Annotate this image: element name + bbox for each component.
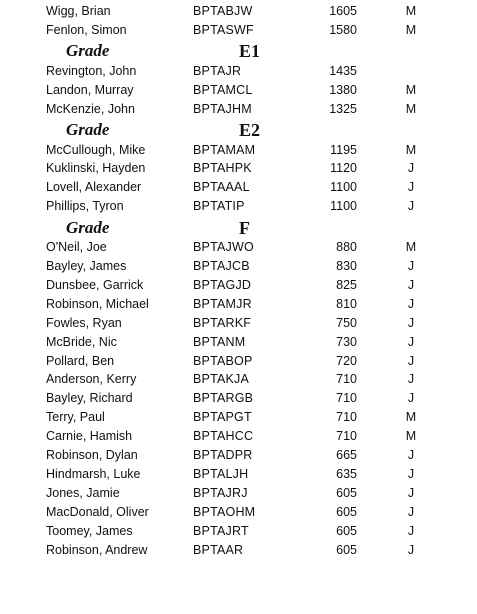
player-code: BPTALJH <box>193 466 249 481</box>
player-name: Anderson, Kerry <box>46 372 137 387</box>
player-rating: 1325 <box>329 101 357 116</box>
player-name: McBride, Nic <box>46 334 117 349</box>
player-row <box>0 21 477 40</box>
player-rating: 1120 <box>330 161 357 176</box>
player-rating: 825 <box>336 277 357 292</box>
player-code: BPTARGB <box>193 391 254 406</box>
player-code: BPTAJCB <box>193 259 250 273</box>
player-name: Jones, Jamie <box>46 485 120 500</box>
grade-label: Grade <box>66 41 110 61</box>
player-category: J <box>407 277 415 292</box>
player-row <box>0 484 477 503</box>
player-category: J <box>407 180 415 195</box>
player-row <box>0 257 477 276</box>
player-rating: 665 <box>336 448 357 462</box>
player-category: J <box>407 334 415 349</box>
player-rating: 1100 <box>330 199 357 214</box>
player-rating: 635 <box>336 466 357 481</box>
player-row <box>0 465 477 484</box>
player-name: Landon, Murray <box>46 82 134 97</box>
player-category: J <box>407 315 415 330</box>
player-rating: 730 <box>336 334 357 349</box>
player-name: Pollard, Ben <box>46 353 115 368</box>
player-rating: 605 <box>336 485 357 500</box>
player-row <box>0 62 477 81</box>
player-category: J <box>407 372 415 387</box>
player-row <box>0 541 477 560</box>
player-code: BPTAKJA <box>193 372 250 387</box>
grade-label: Grade <box>66 217 110 237</box>
player-row <box>0 81 477 100</box>
player-row <box>0 197 477 216</box>
player-code: BPTAAR <box>193 542 244 557</box>
player-row <box>0 333 477 352</box>
player-code: BPTAHPK <box>193 161 252 176</box>
player-category: M <box>405 22 417 37</box>
player-rating: 710 <box>336 429 357 444</box>
player-name: Robinson, Michael <box>46 296 149 311</box>
player-code: BPTAAAL <box>193 180 250 195</box>
player-name: Toomey, James <box>46 523 133 538</box>
player-code: BPTAJR <box>193 63 242 78</box>
player-category: J <box>407 161 415 176</box>
player-name: Fenlon, Simon <box>46 22 127 37</box>
player-rating: 710 <box>336 372 357 387</box>
player-rating: 1380 <box>329 82 357 97</box>
player-rating: 1580 <box>329 22 357 37</box>
grade-code: E2 <box>239 120 261 140</box>
player-category: J <box>407 485 415 500</box>
player-rating: 710 <box>336 391 357 406</box>
player-row <box>0 503 477 522</box>
player-category: M <box>405 429 417 444</box>
player-rating: 750 <box>336 315 357 330</box>
player-code: BPTAGJD <box>193 277 252 292</box>
player-row <box>0 370 477 389</box>
player-name: Hindmarsh, Luke <box>46 466 141 481</box>
player-row <box>0 178 477 197</box>
player-name: Wigg, Brian <box>46 4 111 18</box>
player-row <box>0 295 477 314</box>
player-code: BPTAJRT <box>193 523 249 538</box>
player-category: M <box>405 4 417 18</box>
player-row <box>0 446 477 465</box>
player-name: McKenzie, John <box>46 101 135 116</box>
player-category: J <box>407 199 415 214</box>
player-name: Fowles, Ryan <box>46 315 122 330</box>
player-name: Dunsbee, Garrick <box>46 277 144 292</box>
player-rating: 605 <box>336 504 357 519</box>
player-category: M <box>405 410 417 425</box>
player-category: J <box>407 353 415 368</box>
player-rating: 1435 <box>329 63 357 78</box>
player-rating: 1605 <box>329 4 357 18</box>
player-code: BPTABOP <box>193 353 253 368</box>
player-code: BPTAJHM <box>193 101 252 116</box>
grade-header <box>0 119 477 141</box>
player-row <box>0 389 477 408</box>
player-category: J <box>407 259 415 273</box>
player-code: BPTAMJR <box>193 296 252 311</box>
player-code: BPTARKF <box>193 315 252 330</box>
player-name: Kuklinski, Hayden <box>46 161 146 176</box>
player-name: Bayley, James <box>46 259 127 273</box>
grade-header <box>0 40 477 62</box>
player-category: J <box>407 448 415 462</box>
player-category: M <box>405 82 417 97</box>
player-row <box>0 100 477 119</box>
player-row <box>0 522 477 541</box>
player-code: BPTAMCL <box>193 82 253 97</box>
grade-label: Grade <box>66 120 110 139</box>
player-category: J <box>407 466 415 481</box>
player-name: McCullough, Mike <box>46 142 146 157</box>
player-code: BPTABJW <box>193 4 253 18</box>
player-row <box>0 314 477 333</box>
player-code: BPTANM <box>193 334 246 349</box>
player-code: BPTASWF <box>193 22 254 37</box>
player-code: BPTAJRJ <box>193 485 248 500</box>
player-rating: 880 <box>336 240 357 255</box>
player-name: Robinson, Andrew <box>46 542 148 557</box>
player-name: O'Neil, Joe <box>46 240 107 255</box>
player-row <box>0 141 477 160</box>
player-name: Lovell, Alexander <box>46 180 142 195</box>
player-code: BPTADPR <box>193 448 253 462</box>
player-row <box>0 2 477 21</box>
player-category: J <box>407 523 415 538</box>
player-name: Carnie, Hamish <box>46 429 133 444</box>
player-category: J <box>407 296 415 311</box>
top-edge <box>0 0 477 3</box>
player-name: MacDonald, Oliver <box>46 504 149 519</box>
player-category: J <box>407 542 415 557</box>
player-category: J <box>407 504 415 519</box>
player-name: Phillips, Tyron <box>46 199 124 214</box>
player-rating: 810 <box>336 296 357 311</box>
player-code: BPTATIP <box>193 199 245 214</box>
player-category: J <box>407 391 415 406</box>
grade-header <box>0 217 477 239</box>
player-row <box>0 427 477 446</box>
player-rating: 605 <box>336 523 357 538</box>
player-rating: 830 <box>336 259 357 273</box>
grade-code: F <box>239 217 250 238</box>
player-rating: 710 <box>336 410 357 425</box>
player-code: BPTAPGT <box>193 410 252 425</box>
player-rating: 720 <box>336 353 357 368</box>
player-name: Terry, Paul <box>46 410 105 425</box>
player-category: M <box>405 101 417 116</box>
player-name: Bayley, Richard <box>46 391 133 406</box>
player-row <box>0 352 477 371</box>
player-row <box>0 159 477 178</box>
player-code: BPTAHCC <box>193 429 254 444</box>
grade-code: E1 <box>239 41 261 62</box>
player-rating: 1195 <box>330 142 357 157</box>
player-code: BPTAMAM <box>193 142 256 157</box>
player-rating: 1100 <box>330 180 357 195</box>
player-category: M <box>405 142 417 157</box>
player-category: M <box>405 240 417 255</box>
player-name: Robinson, Dylan <box>46 448 138 462</box>
player-row <box>0 408 477 427</box>
player-row <box>0 238 477 257</box>
player-code: BPTAJWO <box>193 240 254 255</box>
player-row <box>0 276 477 295</box>
player-name: Revington, John <box>46 63 137 78</box>
player-rating: 605 <box>336 542 357 557</box>
player-code: BPTAOHM <box>193 504 256 519</box>
